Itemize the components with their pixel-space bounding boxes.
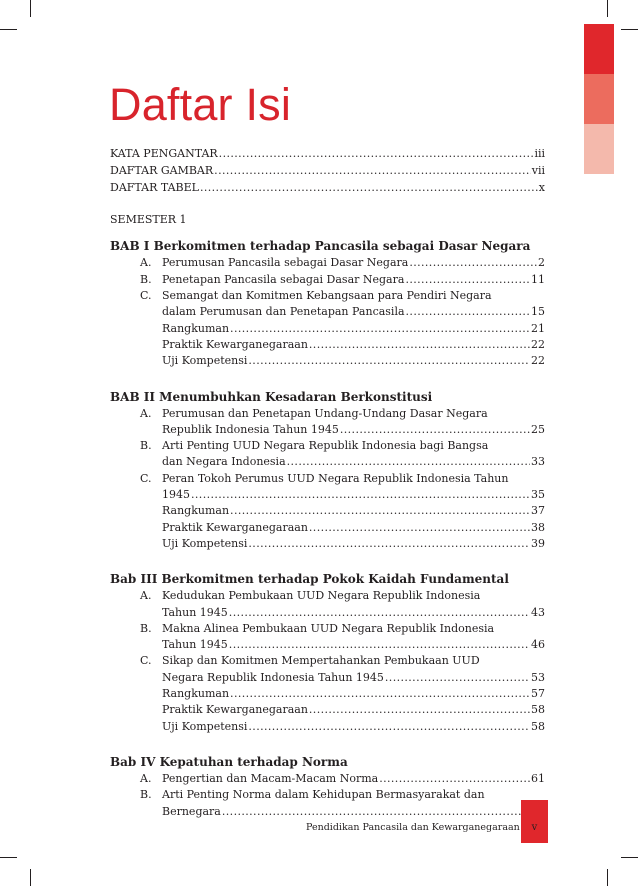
dot-leader bbox=[248, 537, 530, 551]
entry-page: x bbox=[538, 180, 545, 194]
entry-label: Makna Alinea Pembukaan UUD Negara Republik Indonesia bbox=[162, 621, 495, 635]
entry-page: 58 bbox=[531, 719, 545, 733]
entry-label: Sikap dan Komitmen Mempertahankan Pembukaan UUD bbox=[162, 654, 480, 668]
entry-label: dan Negara Indonesia bbox=[162, 455, 286, 469]
toc-entry[interactable] bbox=[162, 606, 545, 620]
toc-entry[interactable] bbox=[162, 671, 545, 685]
toc-entry[interactable] bbox=[162, 354, 545, 368]
entry-page: 25 bbox=[531, 422, 545, 436]
crop-mark bbox=[607, 869, 608, 886]
dot-leader bbox=[219, 147, 534, 161]
color-tab-light bbox=[584, 124, 614, 174]
crop-mark bbox=[621, 29, 638, 30]
dot-leader bbox=[229, 606, 530, 620]
entry-label: Republik Indonesia Tahun 1945 bbox=[162, 422, 339, 436]
toc-entry[interactable] bbox=[140, 654, 545, 668]
entry-page: 38 bbox=[531, 520, 545, 534]
entry-label: Praktik Kewarganegaraan bbox=[162, 337, 308, 351]
toc-entry[interactable] bbox=[110, 181, 545, 195]
entry-letter: C. bbox=[140, 289, 152, 302]
toc-entry[interactable] bbox=[140, 788, 545, 802]
dot-leader bbox=[309, 703, 530, 717]
entry-label: Rangkuman bbox=[162, 504, 230, 518]
toc-entry[interactable] bbox=[162, 720, 545, 734]
entry-letter: C. bbox=[140, 471, 152, 485]
toc-entry[interactable] bbox=[162, 305, 545, 319]
entry-label: Rangkuman bbox=[162, 687, 230, 700]
dot-leader bbox=[248, 720, 530, 734]
dot-leader bbox=[340, 423, 530, 437]
dot-leader bbox=[230, 504, 530, 518]
dot-leader bbox=[287, 455, 530, 469]
toc-entry[interactable] bbox=[140, 472, 545, 486]
toc-entry[interactable] bbox=[140, 407, 545, 421]
entry-page: vii bbox=[531, 163, 545, 177]
entry-label: Uji Kompetensi bbox=[162, 536, 248, 550]
dot-leader bbox=[230, 687, 530, 701]
toc-entry[interactable] bbox=[140, 622, 545, 636]
entry-letter: A. bbox=[140, 589, 152, 603]
entry-page: 22 bbox=[531, 354, 545, 368]
crop-mark bbox=[30, 869, 31, 886]
crop-mark bbox=[0, 29, 17, 30]
entry-label: 1945 bbox=[162, 488, 190, 501]
dot-leader bbox=[230, 322, 530, 336]
dot-leader bbox=[385, 671, 530, 685]
dot-leader bbox=[248, 354, 530, 368]
toc-entry[interactable] bbox=[162, 687, 545, 701]
chapter-heading[interactable]: BAB II Menumbuhkan Kesadaran Berkonstitusi bbox=[110, 389, 433, 404]
entry-label: KATA PENGANTAR bbox=[110, 147, 218, 160]
entry-letter: B. bbox=[140, 439, 152, 453]
entry-label: Perumusan dan Penetapan Undang-Undang Dasar Negara bbox=[162, 406, 488, 420]
toc-entry[interactable] bbox=[162, 638, 545, 652]
dot-leader bbox=[406, 305, 530, 319]
toc-entry[interactable] bbox=[140, 772, 545, 786]
entry-label: Uji Kompetensi bbox=[162, 719, 248, 733]
dot-leader bbox=[229, 638, 530, 652]
entry-letter: A. bbox=[140, 771, 152, 785]
dot-leader bbox=[191, 488, 530, 502]
toc-entry[interactable] bbox=[140, 256, 545, 270]
entry-label: DAFTAR GAMBAR bbox=[110, 163, 214, 177]
entry-label: Semangat dan Komitmen Kebangsaan para Pendiri Negara bbox=[162, 289, 492, 302]
entry-letter: A. bbox=[140, 406, 152, 420]
entry-label: Rangkuman bbox=[162, 321, 230, 335]
color-tab-medium bbox=[584, 74, 614, 124]
toc-entry[interactable] bbox=[140, 439, 545, 453]
entry-page: 43 bbox=[531, 605, 545, 619]
entry-letter: B. bbox=[140, 272, 152, 286]
entry-label: Perumusan Pancasila sebagai Dasar Negara bbox=[162, 256, 409, 270]
semester-label: SEMESTER 1 bbox=[110, 213, 187, 227]
crop-mark bbox=[30, 0, 31, 17]
dot-leader bbox=[405, 273, 530, 287]
entry-label: Uji Kompetensi bbox=[162, 354, 248, 368]
toc-entry[interactable] bbox=[140, 273, 545, 287]
crop-mark bbox=[0, 857, 17, 858]
dot-leader bbox=[379, 772, 530, 786]
entry-page: 46 bbox=[531, 638, 545, 652]
entry-label: DAFTAR TABEL bbox=[110, 180, 199, 194]
entry-label: Praktik Kewarganegaraan bbox=[162, 520, 308, 534]
entry-label: Arti Penting Norma dalam Kehidupan Bermasyarakat dan bbox=[162, 788, 485, 802]
entry-page: 37 bbox=[531, 504, 545, 518]
entry-label: Kedudukan Pembukaan UUD Negara Republik Indonesia bbox=[162, 589, 481, 603]
toc-entry[interactable] bbox=[162, 338, 545, 352]
dot-leader bbox=[222, 805, 530, 819]
toc-entry[interactable] bbox=[140, 289, 545, 303]
dot-leader bbox=[214, 164, 531, 178]
entry-page: 57 bbox=[531, 687, 545, 700]
entry-letter: C. bbox=[140, 654, 152, 668]
entry-label: dalam Perumusan dan Penetapan Pancasila bbox=[162, 305, 405, 319]
entry-page: 58 bbox=[531, 703, 545, 717]
entry-page: 22 bbox=[531, 337, 545, 351]
chapter-heading[interactable]: BAB I Berkomitmen terhadap Pancasila sebagai Dasar Negara bbox=[110, 239, 531, 254]
entry-label: Praktik Kewarganegaraan bbox=[162, 703, 308, 717]
entry-page: 39 bbox=[531, 536, 545, 550]
entry-page: 15 bbox=[531, 305, 545, 319]
entry-label: Peran Tokoh Perumus UUD Negara Republik Indonesia Tahun bbox=[162, 471, 509, 485]
entry-page: 35 bbox=[531, 488, 545, 501]
dot-leader bbox=[200, 181, 538, 195]
chapter-heading[interactable]: Bab III Berkomitmen terhadap Pokok Kaidah Fundamental bbox=[110, 572, 509, 587]
color-tab-dark bbox=[584, 24, 614, 74]
entry-letter: A. bbox=[140, 256, 152, 270]
crop-mark bbox=[607, 0, 608, 17]
crop-mark bbox=[621, 857, 638, 858]
chapter-heading[interactable]: Bab IV Kepatuhan terhadap Norma bbox=[110, 754, 348, 769]
entry-letter: B. bbox=[140, 788, 152, 802]
toc-entry[interactable] bbox=[162, 703, 545, 717]
toc-entry[interactable] bbox=[162, 537, 545, 551]
toc-entry[interactable] bbox=[162, 488, 545, 502]
entry-page: 53 bbox=[531, 670, 545, 684]
dot-leader bbox=[409, 256, 537, 270]
footer-book-title: Pendidikan Pancasila dan Kewarganegaraan bbox=[306, 822, 520, 833]
toc-entry[interactable] bbox=[162, 322, 545, 336]
entry-label: Tahun 1945 bbox=[162, 605, 228, 619]
toc-entry[interactable] bbox=[162, 805, 545, 819]
toc-entry[interactable] bbox=[162, 455, 545, 469]
dot-leader bbox=[309, 521, 530, 535]
page-number: v bbox=[531, 822, 538, 833]
dot-leader bbox=[309, 338, 530, 352]
entry-page: 2 bbox=[538, 256, 545, 270]
entry-letter: B. bbox=[140, 621, 152, 635]
entry-label: Pengertian dan Macam-Macam Norma bbox=[162, 771, 379, 785]
toc-entry[interactable] bbox=[162, 423, 545, 437]
entry-page: 61 bbox=[531, 771, 545, 785]
entry-page: 33 bbox=[531, 455, 545, 469]
entry-label: Arti Penting UUD Negara Republik Indonesia bagi Bangsa bbox=[162, 439, 489, 453]
toc-entry[interactable] bbox=[110, 164, 545, 178]
page-title: Daftar Isi bbox=[109, 79, 292, 130]
entry-page: 11 bbox=[531, 272, 545, 286]
entry-page: iii bbox=[534, 147, 545, 160]
entry-label: Tahun 1945 bbox=[162, 638, 228, 652]
entry-label: Negara Republik Indonesia Tahun 1945 bbox=[162, 670, 384, 684]
toc-entry[interactable] bbox=[110, 147, 545, 161]
entry-label: Bernegara bbox=[162, 804, 221, 818]
toc-entry[interactable] bbox=[140, 589, 545, 603]
entry-page: 21 bbox=[531, 321, 545, 335]
toc-entry[interactable] bbox=[162, 521, 545, 535]
toc-entry[interactable] bbox=[162, 504, 545, 518]
entry-label: Penetapan Pancasila sebagai Dasar Negara bbox=[162, 272, 405, 286]
